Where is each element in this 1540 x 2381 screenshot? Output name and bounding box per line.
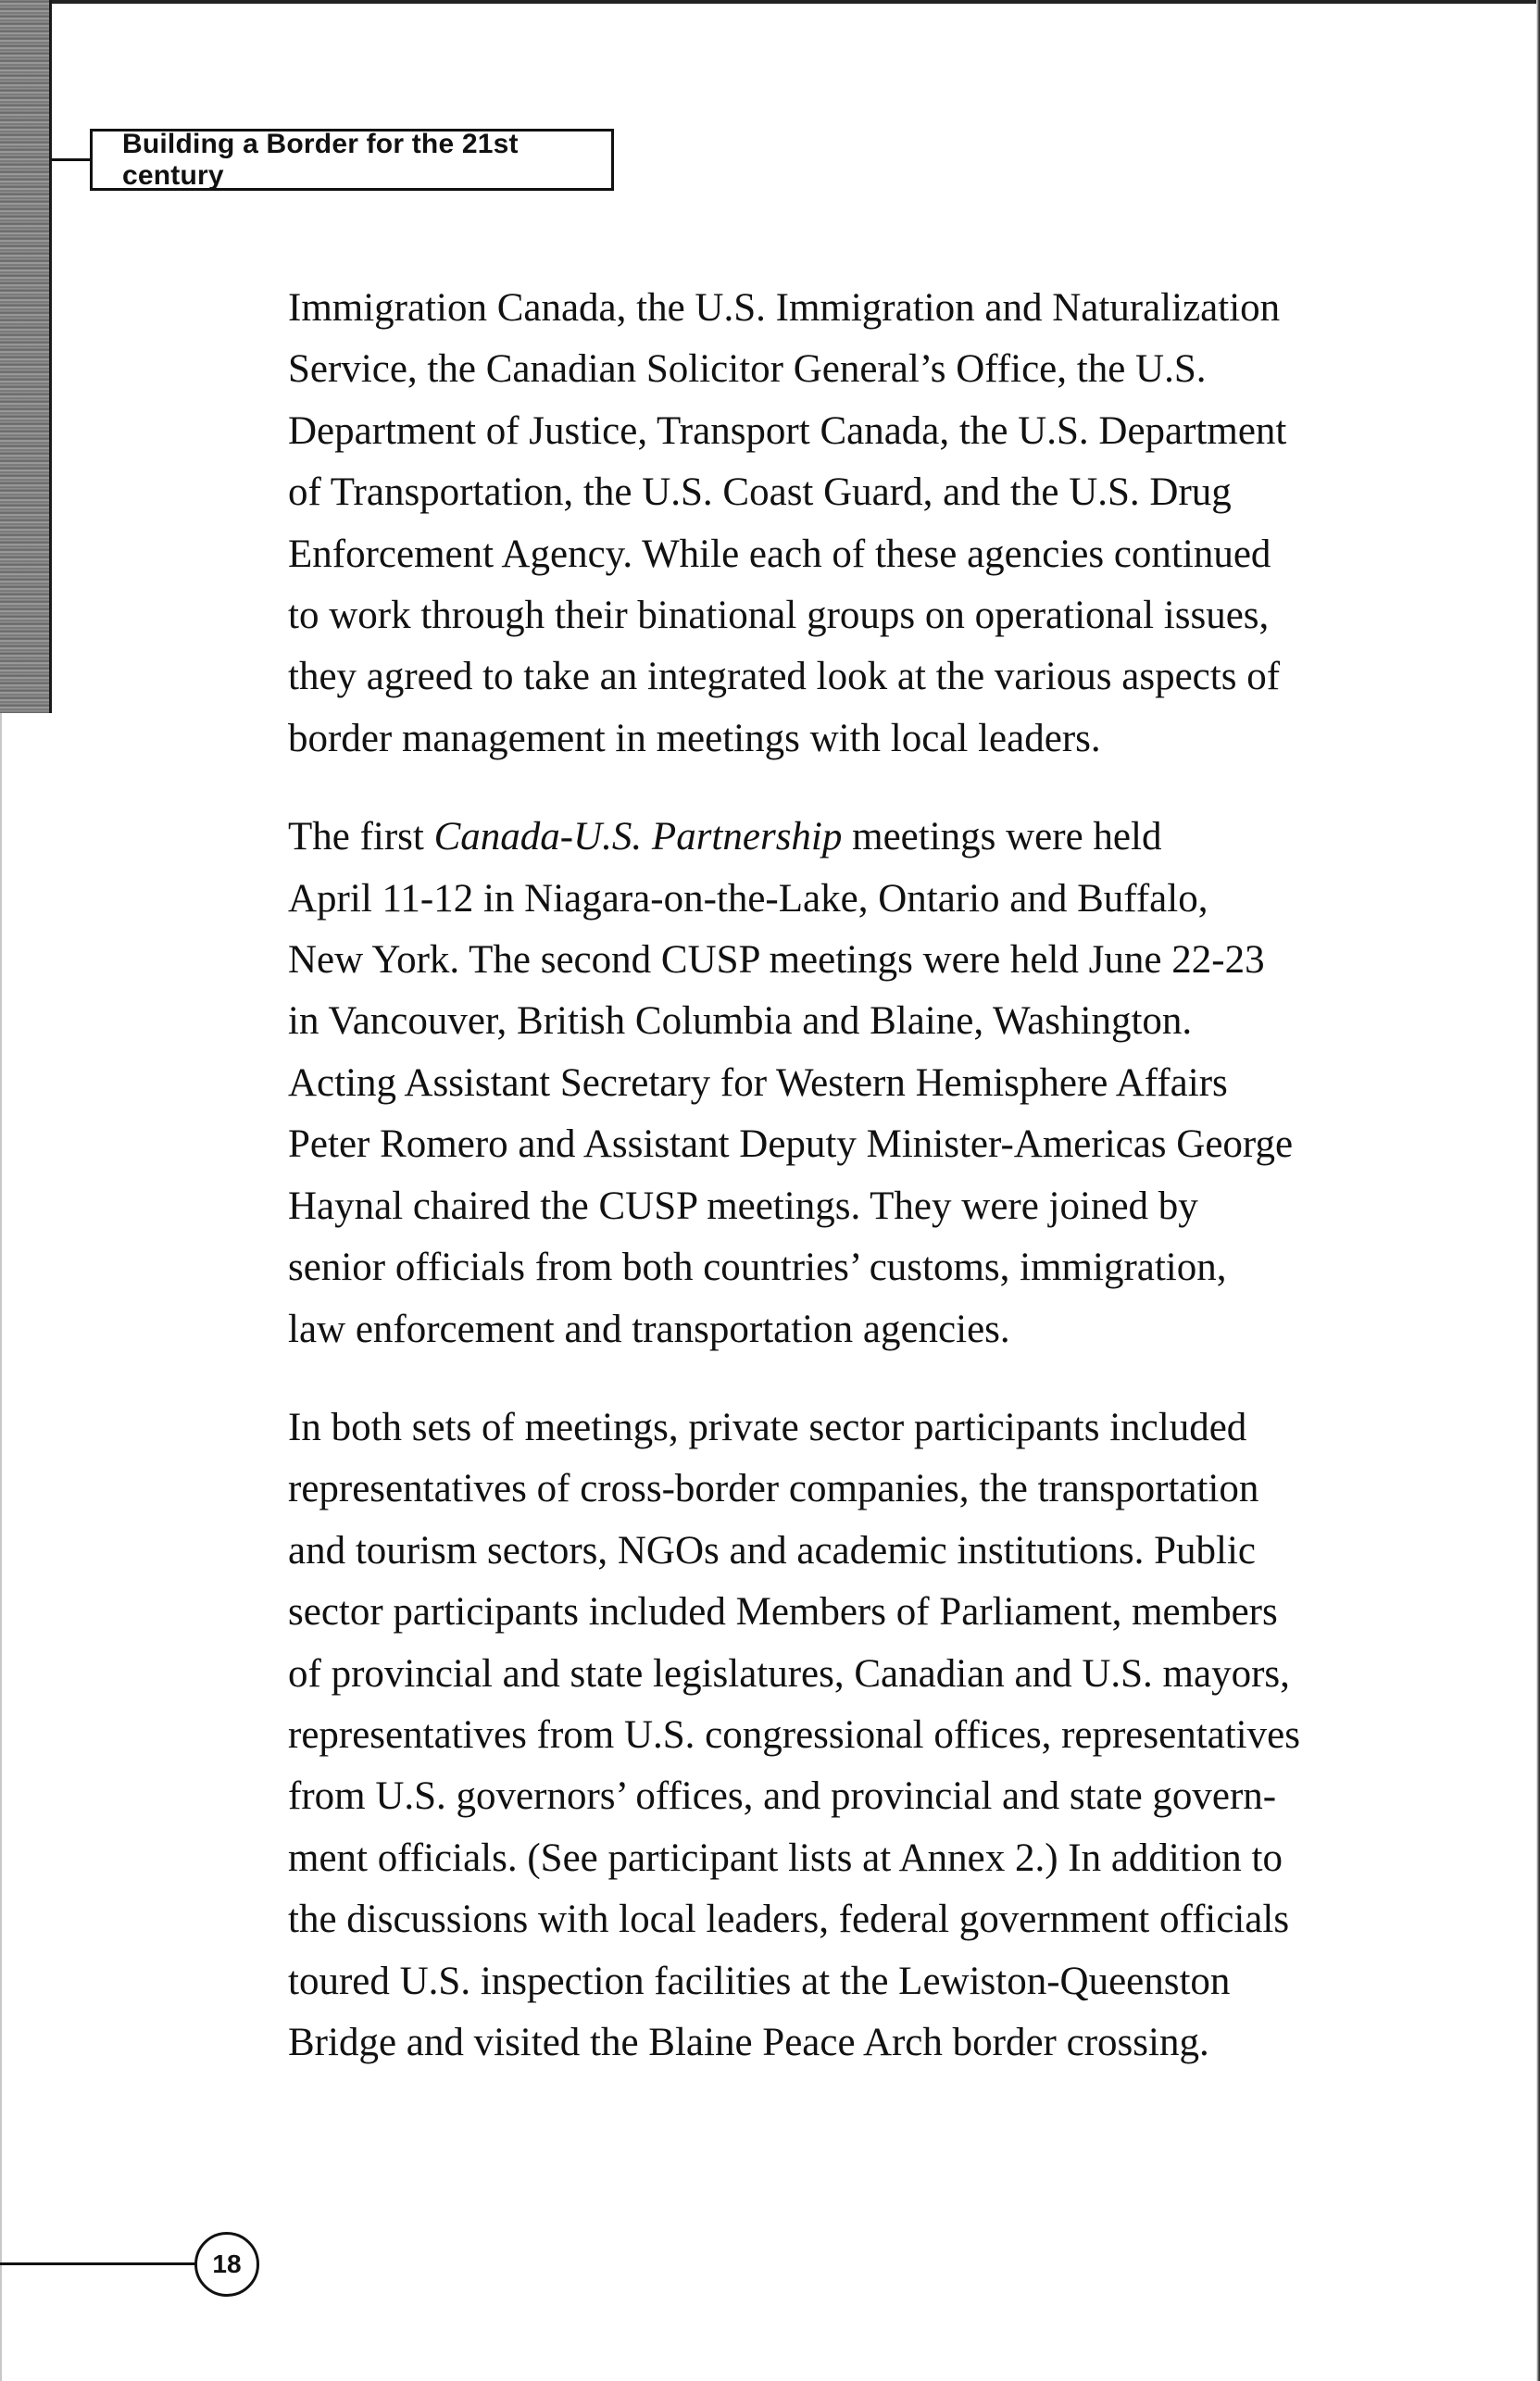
text-run: The first (288, 815, 434, 859)
body-text (288, 278, 1362, 2111)
text-line: in Vancouver, British Columbia and Blaine, Washington. (288, 999, 1193, 1044)
text-line: border management in meetings with local leaders. (288, 716, 1101, 760)
text-line: New York. The second CUSP meetings were held June 22-23 (288, 938, 1265, 983)
paragraph-3 (288, 1397, 1362, 2074)
text-line: of Transportation, the U.S. Coast Guard, and the U.S. Drug (288, 470, 1232, 515)
right-page-edge (1536, 0, 1540, 2381)
running-header-title: Building a Border for the 21st century (122, 128, 519, 191)
paragraph-2 (288, 807, 1362, 1360)
text-line: Immigration Canada, the U.S. Immigration and Naturalization (288, 286, 1281, 330)
text-line: Enforcement Agency. While each of these agencies continued (288, 532, 1271, 576)
text-line: representatives of cross-border companies, the transportation (288, 1467, 1259, 1511)
text-line: Peter Romero and Assistant Deputy Minister-Americas George (288, 1122, 1294, 1167)
text-line (288, 807, 1362, 868)
text-line: of provincial and state legislatures, Canadian and U.S. mayors, (288, 1651, 1290, 1696)
text-line: representatives from U.S. congressional offices, representatives (288, 1712, 1300, 1757)
text-line: senior officials from both countries’ customs, immigration, (288, 1246, 1227, 1290)
text-line: April 11-12 in Niagara-on-the-Lake, Ontario and Buffalo, (288, 876, 1208, 921)
text-line: the discussions with local leaders, federal government officials (288, 1898, 1290, 1942)
left-gutter-bar (0, 0, 52, 713)
text-line: Bridge and visited the Blaine Peace Arch border crossing. (288, 2020, 1209, 2064)
text-line: and tourism sectors, NGOs and academic institutions. Public (288, 1528, 1256, 1573)
text-line: In both sets of meetings, private sector participants included (288, 1405, 1247, 1449)
text-line: law enforcement and transportation agencies. (288, 1307, 1010, 1351)
top-border-rule (0, 0, 1540, 4)
page-number: 18 (212, 2249, 242, 2278)
text-line: sector participants included Members of Parliament, members (288, 1590, 1278, 1635)
text-line: to work through their binational groups on operational issues, (288, 594, 1270, 638)
publication-title-emphasis: Canada-U.S. Partnership (433, 815, 843, 859)
text-line: Service, the Canadian Solicitor General’s Office, the U.S. (288, 347, 1207, 392)
text-line: Haynal chaired the CUSP meetings. They were joined by (288, 1184, 1198, 1228)
text-line: ment officials. (See participant lists at Annex 2.) In addition to (288, 1836, 1283, 1880)
paragraph-1 (288, 278, 1362, 770)
header-connector-rule (52, 158, 91, 161)
text-line: they agreed to take an integrated look at the various aspects of (288, 655, 1281, 699)
left-page-edge (0, 713, 2, 2381)
text-line: from U.S. governors’ offices, and provincial and state govern- (288, 1774, 1277, 1819)
page-number-badge (194, 2232, 259, 2297)
running-header (90, 129, 614, 191)
text-line: toured U.S. inspection facilities at the Lewiston-Queenston (288, 1959, 1231, 2003)
text-run: meetings were held (842, 815, 1162, 859)
text-line: Department of Justice, Transport Canada, the U.S. Department (288, 408, 1287, 453)
footer-rule (0, 2262, 196, 2265)
text-line: Acting Assistant Secretary for Western Hemisphere Affairs (288, 1060, 1228, 1105)
